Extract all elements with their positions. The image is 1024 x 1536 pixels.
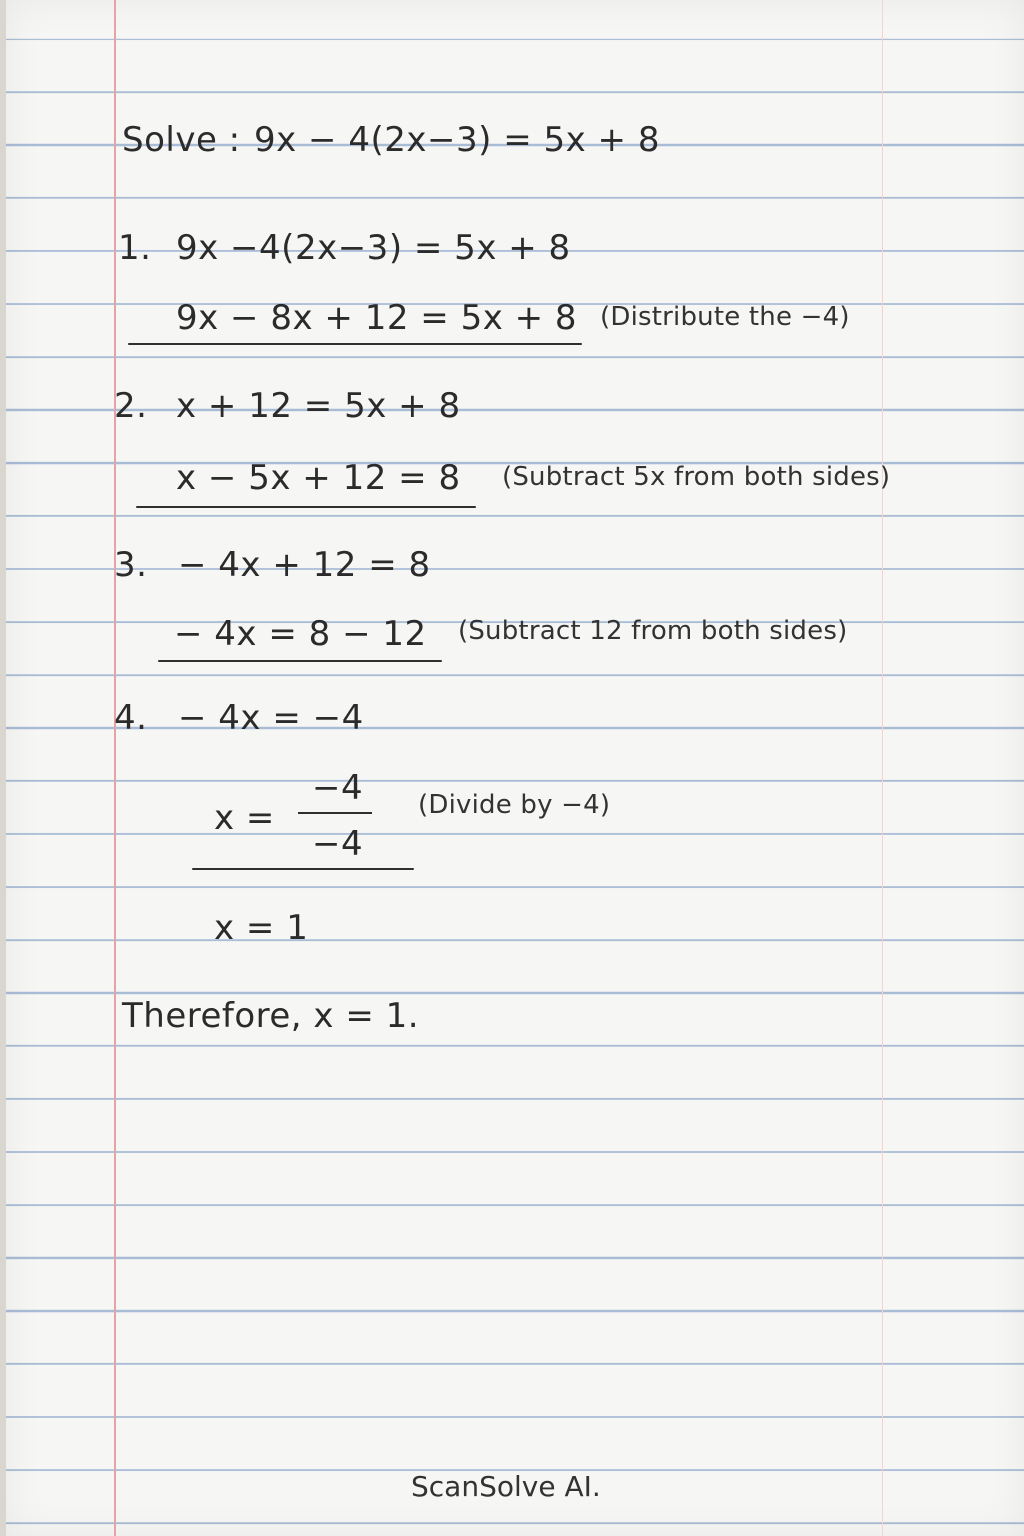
step-equation: − 4x + 12 = 8 xyxy=(178,545,431,585)
step-underline xyxy=(192,868,414,870)
step-underline xyxy=(158,660,442,662)
notebook-page xyxy=(6,0,1024,1536)
step-equation: x + 12 = 5x + 8 xyxy=(176,386,461,426)
step-underline xyxy=(136,506,476,508)
fraction-lhs: x = xyxy=(214,798,275,838)
step-note: (Subtract 5x from both sides) xyxy=(502,462,891,492)
step-number: 3. xyxy=(114,545,148,585)
step-note: (Subtract 12 from both sides) xyxy=(458,616,848,646)
fraction-denominator: −4 xyxy=(312,824,364,864)
fraction-numerator: −4 xyxy=(312,768,364,808)
brand-signature: ScanSolve AI. xyxy=(411,1470,601,1503)
step-result: x = 1 xyxy=(214,908,309,948)
step-number: 4. xyxy=(114,698,148,738)
step-number: 2. xyxy=(114,386,148,426)
fraction-bar xyxy=(298,812,372,814)
step-work: − 4x = 8 − 12 xyxy=(174,614,427,654)
step-note: (Distribute the −4) xyxy=(600,302,850,332)
step-work: 9x − 8x + 12 = 5x + 8 xyxy=(176,298,578,338)
step-number: 1. xyxy=(118,228,152,268)
step-note: (Divide by −4) xyxy=(418,790,611,820)
step-equation: 9x −4(2x−3) = 5x + 8 xyxy=(176,228,571,268)
margin-line xyxy=(114,0,116,1536)
problem-equation: 9x − 4(2x−3) = 5x + 8 xyxy=(254,120,660,160)
conclusion: Therefore, x = 1. xyxy=(122,996,420,1036)
step-underline xyxy=(128,343,582,345)
problem-prefix: Solve : xyxy=(122,120,241,160)
right-margin-line xyxy=(882,0,883,1536)
step-work: x − 5x + 12 = 8 xyxy=(176,458,461,498)
step-equation: − 4x = −4 xyxy=(178,698,364,738)
